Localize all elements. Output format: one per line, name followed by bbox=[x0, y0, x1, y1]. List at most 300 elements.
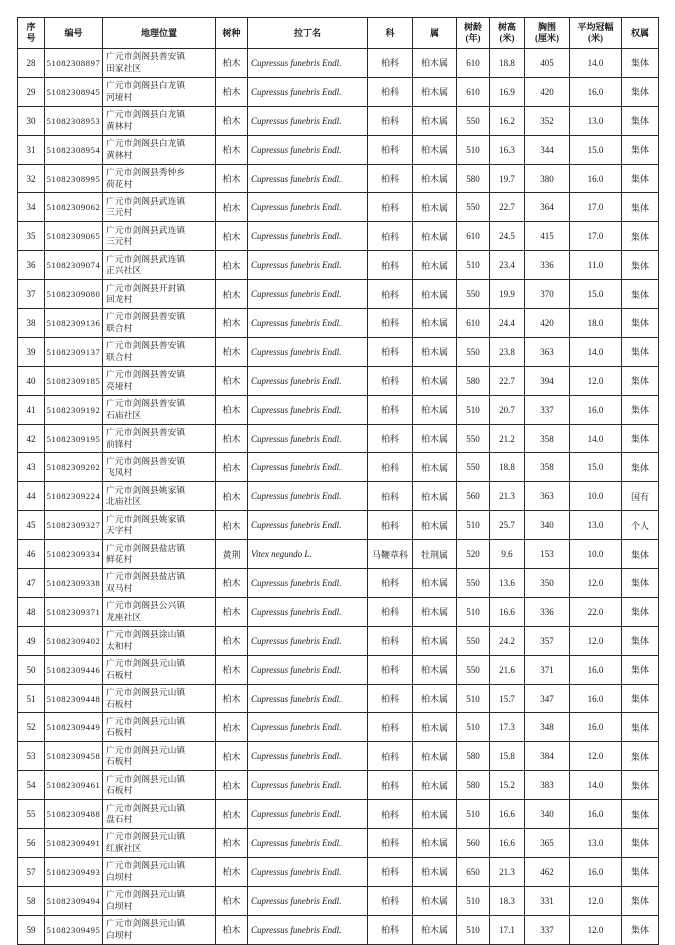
cell-latin-name: Cupressus funebris Endl. bbox=[248, 453, 368, 482]
cell-species: 柏木 bbox=[216, 482, 248, 511]
cell-girth: 383 bbox=[525, 771, 570, 800]
cell-location: 广元市剑阁县公兴镇 龙座社区 bbox=[103, 597, 216, 626]
cell-height: 18.8 bbox=[490, 453, 525, 482]
cell-age: 650 bbox=[457, 857, 490, 886]
cell-latin-name: Cupressus funebris Endl. bbox=[248, 49, 368, 78]
cell-crown: 10.0 bbox=[570, 482, 622, 511]
cell-latin-name: Cupressus funebris Endl. bbox=[248, 193, 368, 222]
cell-genus: 柏木属 bbox=[413, 857, 457, 886]
cell-location: 广元市剑阁县元山镇 石板村 bbox=[103, 655, 216, 684]
cell-age: 550 bbox=[457, 569, 490, 598]
column-header: 地理位置 bbox=[103, 18, 216, 49]
cell-location: 广元市剑阁县秀钟乡 荷花村 bbox=[103, 164, 216, 193]
cell-age: 580 bbox=[457, 164, 490, 193]
cell-latin-name: Cupressus funebris Endl. bbox=[248, 309, 368, 338]
cell-height: 17.3 bbox=[490, 713, 525, 742]
table-row bbox=[18, 800, 659, 829]
cell-crown: 16.0 bbox=[570, 800, 622, 829]
cell-species: 柏木 bbox=[216, 857, 248, 886]
table-body bbox=[18, 49, 659, 945]
cell-family: 柏科 bbox=[368, 886, 413, 915]
cell-species: 柏木 bbox=[216, 511, 248, 540]
cell-age: 580 bbox=[457, 366, 490, 395]
table-row bbox=[18, 540, 659, 569]
cell-crown: 16.0 bbox=[570, 395, 622, 424]
cell-age: 550 bbox=[457, 193, 490, 222]
cell-age: 550 bbox=[457, 424, 490, 453]
cell-latin-name: Cupressus funebris Endl. bbox=[248, 829, 368, 858]
cell-crown: 18.0 bbox=[570, 309, 622, 338]
cell-crown: 13.0 bbox=[570, 106, 622, 135]
cell-location: 广元市剑阁县武连镇 三元村 bbox=[103, 222, 216, 251]
cell-species: 柏木 bbox=[216, 597, 248, 626]
cell-family: 柏科 bbox=[368, 49, 413, 78]
cell-latin-name: Cupressus funebris Endl. bbox=[248, 915, 368, 944]
table-header bbox=[18, 18, 659, 49]
cell-family: 柏科 bbox=[368, 135, 413, 164]
cell-genus: 柏木属 bbox=[413, 886, 457, 915]
cell-location: 广元市剑阁县涂山镇 太和村 bbox=[103, 626, 216, 655]
cell-height: 16.2 bbox=[490, 106, 525, 135]
cell-seq: 49 bbox=[18, 626, 45, 655]
cell-seq: 48 bbox=[18, 597, 45, 626]
cell-ownership: 集体 bbox=[622, 77, 659, 106]
table-row bbox=[18, 106, 659, 135]
cell-genus: 柏木属 bbox=[413, 511, 457, 540]
cell-family: 柏科 bbox=[368, 482, 413, 511]
cell-seq: 56 bbox=[18, 829, 45, 858]
cell-height: 24.4 bbox=[490, 309, 525, 338]
cell-species: 柏木 bbox=[216, 569, 248, 598]
cell-seq: 43 bbox=[18, 453, 45, 482]
cell-crown: 13.0 bbox=[570, 829, 622, 858]
cell-location: 广元市剑阁县元山镇 红旗社区 bbox=[103, 829, 216, 858]
table-row bbox=[18, 337, 659, 366]
cell-ownership: 集体 bbox=[622, 886, 659, 915]
cell-age: 550 bbox=[457, 337, 490, 366]
cell-latin-name: Cupressus funebris Endl. bbox=[248, 164, 368, 193]
cell-species: 柏木 bbox=[216, 106, 248, 135]
cell-code: 51082309202 bbox=[45, 453, 103, 482]
cell-latin-name: Cupressus funebris Endl. bbox=[248, 626, 368, 655]
cell-genus: 柏木属 bbox=[413, 569, 457, 598]
table-row bbox=[18, 77, 659, 106]
table-row bbox=[18, 135, 659, 164]
cell-age: 550 bbox=[457, 626, 490, 655]
table-row bbox=[18, 193, 659, 222]
cell-location: 广元市剑阁县盐店镇 双马村 bbox=[103, 569, 216, 598]
table-row bbox=[18, 280, 659, 309]
table-row bbox=[18, 511, 659, 540]
cell-age: 550 bbox=[457, 280, 490, 309]
cell-height: 15.8 bbox=[490, 742, 525, 771]
cell-seq: 44 bbox=[18, 482, 45, 511]
cell-crown: 12.0 bbox=[570, 569, 622, 598]
cell-crown: 22.0 bbox=[570, 597, 622, 626]
cell-genus: 柏木属 bbox=[413, 222, 457, 251]
cell-crown: 12.0 bbox=[570, 626, 622, 655]
cell-family: 柏科 bbox=[368, 395, 413, 424]
cell-seq: 51 bbox=[18, 684, 45, 713]
cell-code: 51082309074 bbox=[45, 251, 103, 280]
cell-ownership: 集体 bbox=[622, 106, 659, 135]
cell-latin-name: Cupressus funebris Endl. bbox=[248, 251, 368, 280]
cell-family: 柏科 bbox=[368, 511, 413, 540]
cell-age: 510 bbox=[457, 395, 490, 424]
cell-family: 柏科 bbox=[368, 222, 413, 251]
cell-code: 51082309494 bbox=[45, 886, 103, 915]
cell-genus: 柏木属 bbox=[413, 742, 457, 771]
cell-seq: 52 bbox=[18, 713, 45, 742]
cell-family: 柏科 bbox=[368, 684, 413, 713]
cell-species: 柏木 bbox=[216, 655, 248, 684]
cell-latin-name: Cupressus funebris Endl. bbox=[248, 857, 368, 886]
cell-code: 51082308995 bbox=[45, 164, 103, 193]
cell-height: 17.1 bbox=[490, 915, 525, 944]
table-row bbox=[18, 655, 659, 684]
cell-ownership: 集体 bbox=[622, 771, 659, 800]
cell-location: 广元市剑阁县普安镇 前锋村 bbox=[103, 424, 216, 453]
cell-family: 柏科 bbox=[368, 366, 413, 395]
cell-family: 马鞭草科 bbox=[368, 540, 413, 569]
cell-genus: 柏木属 bbox=[413, 453, 457, 482]
cell-code: 51082308954 bbox=[45, 135, 103, 164]
header-row bbox=[18, 18, 659, 49]
table-row bbox=[18, 424, 659, 453]
ancient-tree-registry-table bbox=[17, 17, 659, 945]
cell-genus: 柏木属 bbox=[413, 424, 457, 453]
cell-family: 柏科 bbox=[368, 106, 413, 135]
cell-location: 广元市剑阁县元山镇 白坝村 bbox=[103, 915, 216, 944]
cell-code: 51082309338 bbox=[45, 569, 103, 598]
cell-girth: 337 bbox=[525, 915, 570, 944]
cell-family: 柏科 bbox=[368, 742, 413, 771]
cell-age: 510 bbox=[457, 886, 490, 915]
cell-seq: 53 bbox=[18, 742, 45, 771]
cell-genus: 柏木属 bbox=[413, 482, 457, 511]
cell-location: 广元市剑阁县姚家镇 天字村 bbox=[103, 511, 216, 540]
cell-crown: 14.0 bbox=[570, 771, 622, 800]
cell-latin-name: Cupressus funebris Endl. bbox=[248, 800, 368, 829]
cell-crown: 16.0 bbox=[570, 164, 622, 193]
cell-code: 51082309062 bbox=[45, 193, 103, 222]
cell-age: 510 bbox=[457, 713, 490, 742]
cell-species: 柏木 bbox=[216, 800, 248, 829]
table-row bbox=[18, 771, 659, 800]
cell-seq: 39 bbox=[18, 337, 45, 366]
cell-family: 柏科 bbox=[368, 424, 413, 453]
cell-location: 广元市剑阁县白龙镇 黄林村 bbox=[103, 106, 216, 135]
cell-seq: 58 bbox=[18, 886, 45, 915]
cell-girth: 352 bbox=[525, 106, 570, 135]
cell-ownership: 集体 bbox=[622, 742, 659, 771]
cell-girth: 348 bbox=[525, 713, 570, 742]
cell-height: 15.2 bbox=[490, 771, 525, 800]
cell-code: 51082309461 bbox=[45, 771, 103, 800]
cell-ownership: 集体 bbox=[622, 49, 659, 78]
cell-species: 柏木 bbox=[216, 193, 248, 222]
cell-code: 51082309491 bbox=[45, 829, 103, 858]
cell-crown: 12.0 bbox=[570, 742, 622, 771]
table-row bbox=[18, 366, 659, 395]
cell-species: 柏木 bbox=[216, 915, 248, 944]
cell-height: 16.6 bbox=[490, 597, 525, 626]
cell-girth: 363 bbox=[525, 337, 570, 366]
cell-family: 柏科 bbox=[368, 251, 413, 280]
cell-species: 柏木 bbox=[216, 222, 248, 251]
cell-genus: 柏木属 bbox=[413, 395, 457, 424]
cell-ownership: 国有 bbox=[622, 482, 659, 511]
cell-seq: 46 bbox=[18, 540, 45, 569]
cell-location: 广元市剑阁县武连镇 正兴社区 bbox=[103, 251, 216, 280]
cell-species: 柏木 bbox=[216, 395, 248, 424]
column-header: 权属 bbox=[622, 18, 659, 49]
cell-code: 51082309402 bbox=[45, 626, 103, 655]
cell-ownership: 集体 bbox=[622, 395, 659, 424]
cell-family: 柏科 bbox=[368, 597, 413, 626]
cell-ownership: 集体 bbox=[622, 857, 659, 886]
cell-location: 广元市剑阁县元山镇 石板村 bbox=[103, 713, 216, 742]
cell-height: 18.8 bbox=[490, 49, 525, 78]
cell-species: 柏木 bbox=[216, 424, 248, 453]
cell-code: 51082309080 bbox=[45, 280, 103, 309]
cell-girth: 365 bbox=[525, 829, 570, 858]
cell-code: 51082309334 bbox=[45, 540, 103, 569]
cell-genus: 柏木属 bbox=[413, 193, 457, 222]
cell-latin-name: Cupressus funebris Endl. bbox=[248, 366, 368, 395]
cell-age: 510 bbox=[457, 251, 490, 280]
cell-height: 19.7 bbox=[490, 164, 525, 193]
cell-crown: 15.0 bbox=[570, 280, 622, 309]
cell-species: 柏木 bbox=[216, 886, 248, 915]
cell-family: 柏科 bbox=[368, 857, 413, 886]
table-row bbox=[18, 251, 659, 280]
cell-age: 610 bbox=[457, 77, 490, 106]
cell-location: 广元市剑阁县普安镇 亮垭村 bbox=[103, 366, 216, 395]
cell-girth: 405 bbox=[525, 49, 570, 78]
cell-family: 柏科 bbox=[368, 569, 413, 598]
cell-latin-name: Cupressus funebris Endl. bbox=[248, 280, 368, 309]
cell-height: 16.3 bbox=[490, 135, 525, 164]
cell-species: 柏木 bbox=[216, 164, 248, 193]
cell-crown: 10.0 bbox=[570, 540, 622, 569]
cell-girth: 347 bbox=[525, 684, 570, 713]
column-header: 属 bbox=[413, 18, 457, 49]
table-row bbox=[18, 222, 659, 251]
cell-girth: 358 bbox=[525, 453, 570, 482]
cell-height: 21.6 bbox=[490, 655, 525, 684]
cell-species: 柏木 bbox=[216, 742, 248, 771]
cell-seq: 47 bbox=[18, 569, 45, 598]
cell-girth: 364 bbox=[525, 193, 570, 222]
cell-ownership: 集体 bbox=[622, 453, 659, 482]
cell-species: 柏木 bbox=[216, 251, 248, 280]
cell-code: 51082309448 bbox=[45, 684, 103, 713]
cell-species: 柏木 bbox=[216, 135, 248, 164]
cell-ownership: 集体 bbox=[622, 193, 659, 222]
cell-girth: 336 bbox=[525, 251, 570, 280]
cell-location: 广元市剑阁县普安镇 联合村 bbox=[103, 309, 216, 338]
cell-family: 柏科 bbox=[368, 193, 413, 222]
cell-location: 广元市剑阁县白龙镇 河垭村 bbox=[103, 77, 216, 106]
cell-seq: 42 bbox=[18, 424, 45, 453]
cell-age: 510 bbox=[457, 800, 490, 829]
cell-genus: 柏木属 bbox=[413, 829, 457, 858]
cell-genus: 柏木属 bbox=[413, 915, 457, 944]
cell-crown: 12.0 bbox=[570, 915, 622, 944]
cell-ownership: 集体 bbox=[622, 684, 659, 713]
cell-seq: 35 bbox=[18, 222, 45, 251]
cell-crown: 16.0 bbox=[570, 713, 622, 742]
table-row bbox=[18, 915, 659, 944]
cell-family: 柏科 bbox=[368, 800, 413, 829]
table-row bbox=[18, 49, 659, 78]
cell-ownership: 集体 bbox=[622, 280, 659, 309]
cell-girth: 394 bbox=[525, 366, 570, 395]
cell-ownership: 集体 bbox=[622, 829, 659, 858]
cell-code: 51082309371 bbox=[45, 597, 103, 626]
cell-seq: 36 bbox=[18, 251, 45, 280]
cell-code: 51082309458 bbox=[45, 742, 103, 771]
cell-species: 黄荆 bbox=[216, 540, 248, 569]
cell-location: 广元市剑阁县元山镇 盘石村 bbox=[103, 800, 216, 829]
cell-height: 16.9 bbox=[490, 77, 525, 106]
cell-species: 柏木 bbox=[216, 684, 248, 713]
cell-age: 510 bbox=[457, 915, 490, 944]
cell-genus: 柏木属 bbox=[413, 280, 457, 309]
cell-location: 广元市剑阁县元山镇 白坝村 bbox=[103, 886, 216, 915]
cell-girth: 340 bbox=[525, 800, 570, 829]
cell-crown: 16.0 bbox=[570, 77, 622, 106]
cell-family: 柏科 bbox=[368, 915, 413, 944]
cell-seq: 37 bbox=[18, 280, 45, 309]
cell-code: 51082308945 bbox=[45, 77, 103, 106]
cell-ownership: 集体 bbox=[622, 655, 659, 684]
table-row bbox=[18, 482, 659, 511]
cell-crown: 11.0 bbox=[570, 251, 622, 280]
cell-ownership: 集体 bbox=[622, 540, 659, 569]
cell-genus: 柏木属 bbox=[413, 164, 457, 193]
cell-genus: 柏木属 bbox=[413, 337, 457, 366]
cell-seq: 38 bbox=[18, 309, 45, 338]
cell-crown: 12.0 bbox=[570, 886, 622, 915]
cell-family: 柏科 bbox=[368, 77, 413, 106]
cell-ownership: 集体 bbox=[622, 569, 659, 598]
column-header: 编号 bbox=[45, 18, 103, 49]
cell-girth: 384 bbox=[525, 742, 570, 771]
cell-seq: 45 bbox=[18, 511, 45, 540]
cell-height: 13.6 bbox=[490, 569, 525, 598]
cell-age: 580 bbox=[457, 771, 490, 800]
cell-ownership: 集体 bbox=[622, 251, 659, 280]
cell-species: 柏木 bbox=[216, 309, 248, 338]
cell-code: 51082309493 bbox=[45, 857, 103, 886]
column-header: 树高 (米) bbox=[490, 18, 525, 49]
cell-genus: 柏木属 bbox=[413, 771, 457, 800]
cell-girth: 344 bbox=[525, 135, 570, 164]
cell-height: 16.6 bbox=[490, 800, 525, 829]
cell-crown: 14.0 bbox=[570, 49, 622, 78]
cell-age: 510 bbox=[457, 684, 490, 713]
cell-girth: 462 bbox=[525, 857, 570, 886]
cell-girth: 380 bbox=[525, 164, 570, 193]
cell-ownership: 集体 bbox=[622, 337, 659, 366]
cell-height: 19.9 bbox=[490, 280, 525, 309]
cell-height: 15.7 bbox=[490, 684, 525, 713]
cell-girth: 357 bbox=[525, 626, 570, 655]
cell-location: 广元市剑阁县元山镇 石板村 bbox=[103, 771, 216, 800]
cell-age: 510 bbox=[457, 511, 490, 540]
cell-location: 广元市剑阁县元山镇 石板村 bbox=[103, 684, 216, 713]
cell-code: 51082308953 bbox=[45, 106, 103, 135]
column-header: 序 号 bbox=[18, 18, 45, 49]
cell-genus: 柏木属 bbox=[413, 135, 457, 164]
column-header: 树种 bbox=[216, 18, 248, 49]
cell-girth: 415 bbox=[525, 222, 570, 251]
cell-girth: 420 bbox=[525, 309, 570, 338]
cell-latin-name: Cupressus funebris Endl. bbox=[248, 684, 368, 713]
cell-latin-name: Cupressus funebris Endl. bbox=[248, 597, 368, 626]
cell-seq: 34 bbox=[18, 193, 45, 222]
cell-code: 51082309065 bbox=[45, 222, 103, 251]
cell-height: 9.6 bbox=[490, 540, 525, 569]
cell-family: 柏科 bbox=[368, 829, 413, 858]
cell-genus: 柏木属 bbox=[413, 77, 457, 106]
cell-height: 21.2 bbox=[490, 424, 525, 453]
cell-girth: 153 bbox=[525, 540, 570, 569]
cell-girth: 336 bbox=[525, 597, 570, 626]
cell-genus: 柏木属 bbox=[413, 251, 457, 280]
cell-height: 16.6 bbox=[490, 829, 525, 858]
table-row bbox=[18, 395, 659, 424]
cell-seq: 32 bbox=[18, 164, 45, 193]
cell-code: 51082309137 bbox=[45, 337, 103, 366]
cell-crown: 14.0 bbox=[570, 337, 622, 366]
cell-ownership: 集体 bbox=[622, 626, 659, 655]
cell-code: 51082309192 bbox=[45, 395, 103, 424]
column-header: 胸围 (厘米) bbox=[525, 18, 570, 49]
cell-location: 广元市剑阁县开封镇 回龙村 bbox=[103, 280, 216, 309]
cell-family: 柏科 bbox=[368, 626, 413, 655]
cell-genus: 柏木属 bbox=[413, 655, 457, 684]
cell-family: 柏科 bbox=[368, 309, 413, 338]
cell-genus: 牡荆属 bbox=[413, 540, 457, 569]
cell-age: 550 bbox=[457, 453, 490, 482]
column-header: 科 bbox=[368, 18, 413, 49]
column-header: 拉丁名 bbox=[248, 18, 368, 49]
cell-genus: 柏木属 bbox=[413, 800, 457, 829]
cell-girth: 370 bbox=[525, 280, 570, 309]
table-row bbox=[18, 309, 659, 338]
cell-species: 柏木 bbox=[216, 626, 248, 655]
cell-girth: 340 bbox=[525, 511, 570, 540]
cell-family: 柏科 bbox=[368, 164, 413, 193]
cell-seq: 59 bbox=[18, 915, 45, 944]
cell-crown: 15.0 bbox=[570, 135, 622, 164]
cell-location: 广元市剑阁县白龙镇 黄林村 bbox=[103, 135, 216, 164]
cell-location: 广元市剑阁县元山镇 石板村 bbox=[103, 742, 216, 771]
cell-height: 23.4 bbox=[490, 251, 525, 280]
cell-latin-name: Cupressus funebris Endl. bbox=[248, 135, 368, 164]
column-header: 树龄 (年) bbox=[457, 18, 490, 49]
column-header: 平均冠幅 (米) bbox=[570, 18, 622, 49]
cell-seq: 28 bbox=[18, 49, 45, 78]
table-row bbox=[18, 713, 659, 742]
cell-location: 广元市剑阁县普安镇 飞凤村 bbox=[103, 453, 216, 482]
cell-age: 610 bbox=[457, 309, 490, 338]
cell-crown: 16.0 bbox=[570, 684, 622, 713]
table-row bbox=[18, 742, 659, 771]
